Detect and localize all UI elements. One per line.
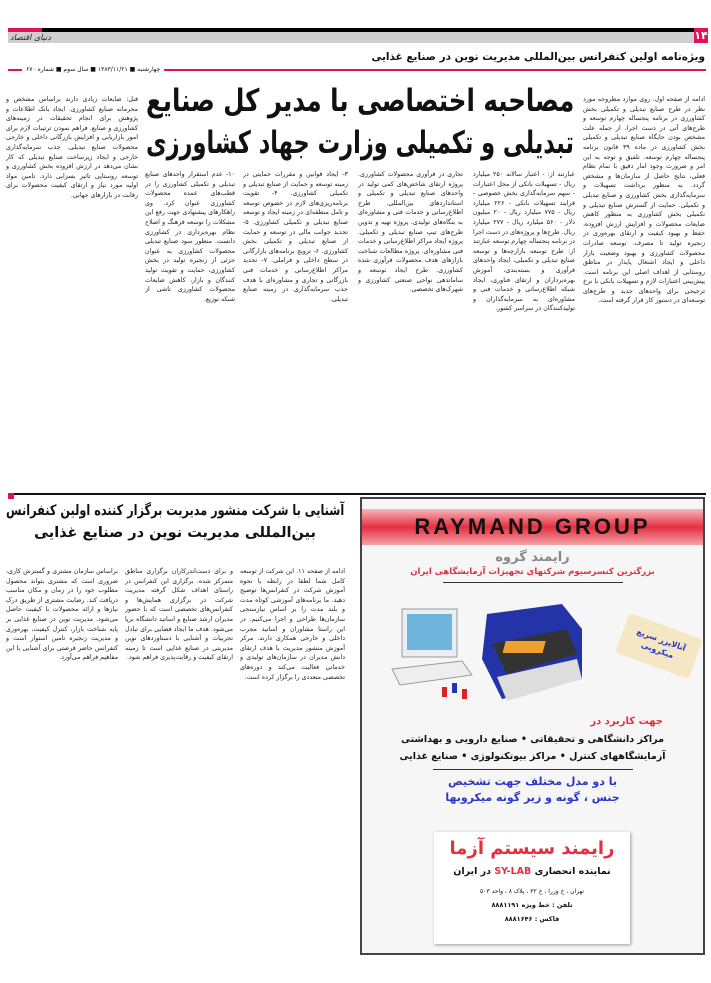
page-number: ۱۴ bbox=[694, 29, 708, 42]
dateline: چهارشنبه ■ ۱۳۸۳/۱۱/۲۱ ■ سال سوم ■ شماره ۶۷۰ bbox=[22, 66, 164, 74]
story1-headline bbox=[145, 80, 575, 166]
ad-tagline: بزرگترین کنسرسیوم شرکتهای تجهیزات آزمایشگاهی ایران bbox=[410, 567, 655, 577]
supplement-title: ویژه‌نامه اولین کنفرانس بین‌المللی مدیریت نوین در صنایع غذایی bbox=[371, 51, 705, 63]
ad-company: رایمند سیستم آزما bbox=[449, 838, 615, 859]
ad-row bbox=[366, 774, 699, 790]
raymand-advertisement[interactable] bbox=[360, 497, 705, 955]
ad-row bbox=[366, 731, 699, 748]
ad-address: تهران ، خ وزرا ، خ ۳۲ ، پلاک ۸ ، واحد ۵۰۳ bbox=[480, 888, 584, 895]
ad-row bbox=[434, 912, 630, 926]
ad-usage-title: جهت کاربرد در bbox=[590, 716, 663, 727]
story2-column: براساس سازمان مشتری و گسترش کاری، ضروری است که مشتری بتواند محصول مطلوب خود را در زمان و مکان مناسب دریافت کند. رضایت مشتری از طریق درک نیازها و ارائه محصولات با کیفیت حاصل می‌شود. مدیریت نوین در صنایع غذایی بر پایه شناخت بازار، کنترل کیفیت، بهره‌وری و مدیریت زنجیره تامین استوار است و کنفرانس حاضر فرصتی برای آشنایی با این مفاهیم فراهم می‌آورد. bbox=[6, 568, 118, 662]
headline-row bbox=[5, 522, 345, 544]
section-logo: دنیای اقتصاد bbox=[10, 33, 51, 42]
story2-column: و برای دست‌اندرکاران برگزاری مناطق متمرکز شده. برگزاری این کنفرانس در راستای اهداف شکل گرفته مدیریت شرکت در برگزاری همایش‌ها و کنفرانس‌های تخصصی است که با حضور مدیران ارشد صنایع و اساتید دانشگاه برپا می‌شود. هدف ما ایجاد فضایی برای تبادل تجربیات و آشنایی با دستاوردهای نوین مدیریتی در صنایع غذایی است تا زمینه ارتقای کیفیت و رقابت‌پذیری فراهم شود. bbox=[125, 568, 233, 662]
story2-column: ادامه از صفحه ۱۱. این شرکت از توسعه کامل شما لطفا در رابطه با نحوه آموزش شرکت در کنفرانس‌ها توضیح دهید. ما برنامه‌های آموزشی کوتاه مدت و بلند مدت را بر اساس نیازسنجی سازمان‌ها طراحی و اجرا می‌کنیم. در این راستا مشاوران و اساتید مجرب داخلی و خارجی همکاری دارند. مرکز آموزش منشور مدیریت با هدف ارتقای دانش مدیران در سازمان‌های تولیدی و خدماتی فعالیت می‌کند و دوره‌های تخصصی متعددی را برگزار کرده است. bbox=[240, 568, 345, 681]
story2-headline bbox=[5, 500, 345, 544]
headline-row bbox=[145, 80, 575, 122]
story1-column: ۱۰- عدم استقرار واحدهای صنایع تبدیلی و تکمیلی کشاورزی را در قطب‌های عمده محصولات کشاورزی عنوان کرد. وی راهکارهای پیشنهادی جهت رفع این مشکلات را توسعه فرهنگ و اصلاح نظام بهره‌برداری در کشاورزی دانست. منطور سود صنایع تبدیلی محصولات کشاورزی به عنوان جزئی از زنجیره تولید در بخش کشاورزی، حمایت و تقویت تولید کنندگان و بازار، کاهش ضایعات محصولات کشاورزی ناشی از شبکه توزیع. bbox=[145, 171, 235, 303]
ad-models-line: با دو مدل مختلف جهت تشخیص bbox=[447, 775, 617, 788]
headline-row bbox=[145, 122, 575, 164]
story1-column: قبل: ضایعات زیادی دارند براساس مشخص و محرمانه صنایع کشاورزی. ایجاد بانک اطلاعات و پژوهش برای انجام تحقیقات در زمینه‌های کشاورزی و صنایع. فراهم نمودن ترتیبات لازم برای امور بازاریابی و افزایش بازرگانی داخلی و خارجی محصولات صنایع تبدیلی. جذب سرمایه‌گذاری خارجی و ایجاد زیرساخت صنایع تبدیلی که کار نشان می‌دهد در ارزش افزوده بخش کشاورزی و توسعه روستایی تاثیر بسزایی دارد. تامین مواد اولیه مورد نیاز و ارتقای کیفیت محصولات برای رقابت در بازارهای جهانی. bbox=[6, 96, 138, 199]
story1-column: عبارتند از: - اعتبار سالانه ۲۵۰ میلیارد ریال - تسهیلات بانکی از محل اعتبارات - سهم سرمایه‌گذاری بخش خصوصی - فرایند تسهیلات بانکی - ۲۲۶ میلیارد ریال - ۷۷۵ میلیارد ریال - ۲۰ میلیون دلار - ۵۶۰ میلیارد ریال - ۲۷۷ میلیارد ریال. طرح‌ها و پروژه‌های در دست اجرا در برنامه پنجساله چهارم توسعه عبارتند از: طرح توسعه بازارچه‌ها و توسعه صنایع تبدیلی و تکمیلی، ایجاد واحدهای فرآوری و بسته‌بندی، آموزش بهره‌برداران و ارتقای فناوری، ایجاد شبکه اطلاع‌رسانی و خدمات فنی و مشاوره‌ای به سرمایه‌گذاران و تولیدکنندگان در سراسر کشور. bbox=[473, 171, 575, 313]
section-divider bbox=[8, 493, 706, 495]
header-band bbox=[8, 32, 696, 43]
headline-line: آشنایی با شرکت منشور مدیریت برگزار کننده اولین کنفرانس bbox=[5, 503, 345, 519]
ad-brand-fa: رایمند گروه bbox=[495, 550, 570, 565]
ad-row bbox=[366, 566, 699, 578]
story1-column: تجاری در فرآوری محصولات کشاورزی. پروژه ارتقای شاخص‌های کمی تولید در واحدهای صنایع تبدیلی و تکمیلی و استانداردهای بین‌المللی. طرح اطلاع‌رسانی و خدمات فنی و مشاوره‌ای به بنگاه‌های تولیدی. پروژه تهیه و تدوین طرح‌های تیپ صنایع تبدیلی و تکمیلی. پروژه ایجاد مراکز اطلاع‌رسانی و خدمات فنی مشاوره‌ای. پروژه مطالعات شناخت بازارهای هدف محصولات فرآوری شده کشاورزی. طرح ایجاد توسعه و ساماندهی نواحی صنعتی کشاورزی و شهرک‌های تخصصی. bbox=[358, 171, 463, 294]
ad-rule bbox=[443, 582, 623, 583]
ad-row bbox=[434, 886, 630, 898]
ad-usage-line: مراکز دانشگاهی و تحقیقاتی • صنایع دارویی و بهداشتی bbox=[401, 734, 664, 745]
ad-rule bbox=[433, 769, 633, 770]
ad-contact-box bbox=[434, 832, 630, 944]
headline-row bbox=[5, 500, 345, 522]
story1-column: ۳- ایجاد قوانین و مقررات حمایتی در زمینه توسعه و حمایت از صنایع تبدیلی و تکمیلی کشاورزی. ۴- تقویت برنامه‌ریزی‌های لازم در خصوص توسعه و تامل منطقه‌ای در زمینه ایجاد و توسعه صنایع تبدیلی و تکمیلی کشاورزی. ۵- تجدید جوانب مالی در توسعه و حمایت از صنایع تبدیلی و تکمیلی بخش کشاورزی. ۶- ترویج برنامه‌های بازارگانی در سطح داخلی و فراملی. ۷- تجدید مراکز اطلاع‌رسانی و خدمات فنی بازرگانی و تجاری و مشاوره‌ای با هدف جذب سرمایه‌گذاری در زمینه صنایع تبدیلی. bbox=[243, 171, 348, 303]
ad-row bbox=[434, 898, 630, 912]
ad-brand: RAYMAND GROUP bbox=[414, 514, 651, 539]
rep-brand: SY-LAB bbox=[494, 866, 532, 877]
ad-usage-line: آزمایشگاههای کنترل • مراکز بیوتکنولوژی • صنایع غذایی bbox=[399, 751, 666, 762]
ad-phone: تلفن : خط ویژه ۸۸۸۱۱۹۱ bbox=[491, 901, 573, 909]
ad-representative bbox=[434, 864, 630, 880]
ad-row bbox=[366, 549, 699, 566]
rep-suffix: در ایران bbox=[453, 866, 492, 877]
ad-row bbox=[434, 836, 630, 862]
ad-fax: فاکس : ۸۸۸۱۶۴۶ bbox=[504, 915, 560, 923]
headline-line: تبدیلی و تکمیلی وزارت جهاد کشاورزی bbox=[146, 125, 574, 161]
rep-line bbox=[453, 864, 610, 880]
headline-line: بین‌المللی مدیریت نوین در صنایع غذایی bbox=[34, 525, 316, 541]
ad-usage-text bbox=[366, 715, 699, 806]
ad-header-text bbox=[366, 549, 699, 587]
story1-column: ادامه از صفحه اول. روی موارد مطروحه مورد نظر در طرح صنایع تبدیلی و تکمیلی بخش کشاورزی در برنامه پنجساله چهارم توسعه و طرح‌های آتی در دست اجرا، از جمله علت مشخص بودن جایگاه صنایع تبدیلی و تکمیلی بخش کشاورزی در ماده ۳۹ قانون برنامه پنجساله چهارم توسعه. تلفیق و توجه به این امر و ضرورت وجود امار دقیق با تمام نظام فعلی، نتایج حاصل از سازمان‌ها و مشخص گردد. به منظور برداشت تسهیلات و سرمایه‌گذاری بخش کشاورزی و صنایع تبدیلی و تکمیلی. حمایت از گسترش صنایع تبدیلی و تکمیلی بخش کشاورزی به منظور کاهش ضایعات محصولات و افزایش ارزش افزوده، حفظ و بهبود کیفیت و ارتقای بهره‌وری در زنجیره تولید تا مصرف. توسعه صادرات محصولات کشاورزی و بهبود وضعیت بازار داخلی و ایجاد اشتغال پایدار در مناطق روستایی از اهداف اصلی این برنامه است. پیش‌بینی اعتبارات لازم و تسهیلات بانکی با نرخ ترجیحی برای واحدهای جدید و طرح‌های توسعه‌ای در دستور کار قرار گرفته است. bbox=[583, 96, 705, 305]
headline-line: مصاحبه اختصاصی با مدیر کل صنایع bbox=[145, 83, 575, 119]
ad-row bbox=[366, 748, 699, 765]
divider-accent bbox=[8, 493, 14, 499]
analyzer-illustration bbox=[382, 599, 622, 711]
ad-models-line: جنس ، گونه و زیر گونه میکروبها bbox=[445, 791, 620, 804]
ad-row bbox=[366, 790, 699, 806]
ad-badge: آنالایزر سریع میکروبی bbox=[615, 613, 703, 679]
rep-prefix: نماینده انحصاری bbox=[534, 866, 611, 877]
